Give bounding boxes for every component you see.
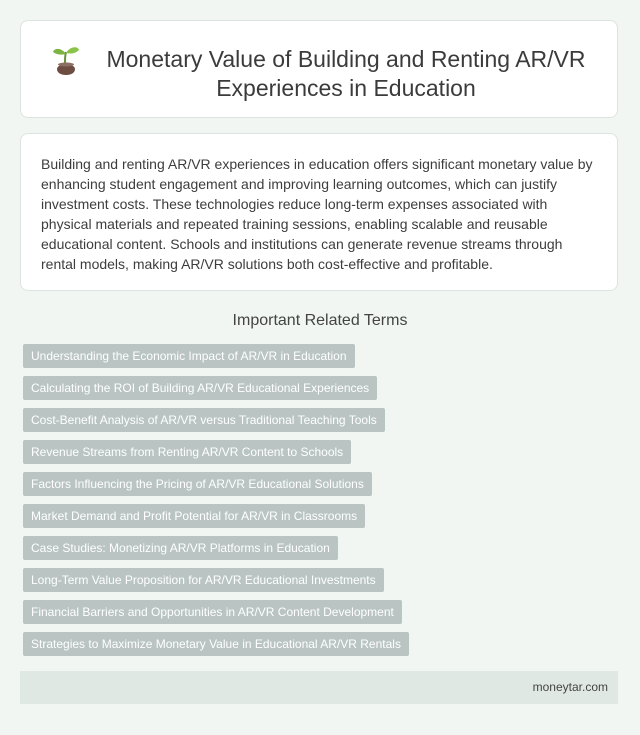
term-tag[interactable]: Understanding the Economic Impact of AR/VR in Education	[23, 344, 355, 368]
term-tag[interactable]: Strategies to Maximize Monetary Value in Educational AR/VR Rentals	[23, 632, 409, 656]
term-tag[interactable]: Factors Influencing the Pricing of AR/VR Educational Solutions	[23, 472, 372, 496]
terms-heading: Important Related Terms	[232, 312, 408, 329]
title-card	[20, 20, 618, 118]
footer-site-link[interactable]: moneytar.com	[532, 680, 608, 694]
term-tag[interactable]: Revenue Streams from Renting AR/VR Content to Schools	[23, 440, 351, 464]
page-title: Monetary Value of Building and Renting AR/VR Experiences in Education	[106, 46, 586, 101]
term-tag[interactable]: Long-Term Value Proposition for AR/VR Educational Investments	[23, 568, 384, 592]
summary-card	[20, 133, 618, 291]
term-tag[interactable]: Financial Barriers and Opportunities in AR/VR Content Development	[23, 600, 402, 624]
terms-list	[23, 344, 409, 664]
footer	[20, 671, 618, 704]
term-tag[interactable]: Market Demand and Profit Potential for AR/VR in Classrooms	[23, 504, 365, 528]
term-tag[interactable]: Calculating the ROI of Building AR/VR Educational Experiences	[23, 376, 377, 400]
term-tag[interactable]: Cost-Benefit Analysis of AR/VR versus Traditional Teaching Tools	[23, 408, 385, 432]
term-tag[interactable]: Case Studies: Monetizing AR/VR Platforms in Education	[23, 536, 338, 560]
summary-text: Building and renting AR/VR experiences in education offers significant monetary value by enhancing student engagement and improving learning outcomes, which can justify investment costs. These technologies reduce long-term expenses associated with physical materials and repeated training sessions, enabling scalable and reusable educational content. Schools and institutions can generate revenue streams through rental models, making AR/VR solutions both cost-effective and profitable.	[41, 156, 593, 272]
seedling-icon	[51, 43, 81, 77]
